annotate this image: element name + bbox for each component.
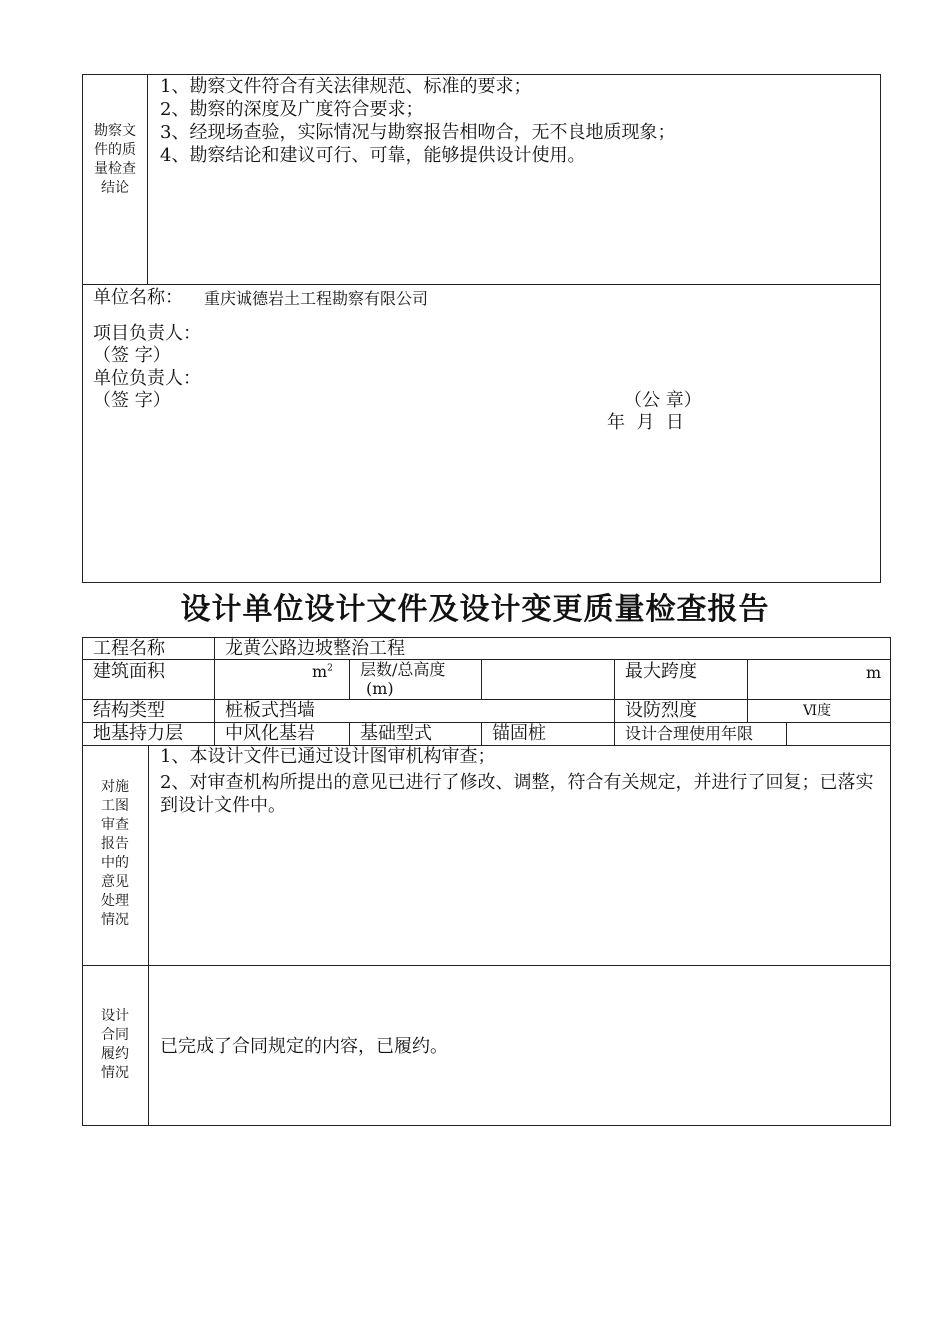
row-divider [82, 722, 891, 723]
column-divider [481, 722, 482, 745]
survey-conclusion-3: 3、经现场查验，实际情况与勘察报告相吻合，无不良地质现象； [160, 122, 676, 143]
column-divider [786, 722, 787, 745]
project-name-value: 龙黄公路边坡整治工程 [225, 638, 405, 659]
foundation-layer-value: 中风化基岩 [225, 723, 315, 744]
page-title: 设计单位设计文件及设计变更质量检查报告 [180, 592, 770, 627]
survey-table-column-divider [147, 74, 148, 285]
survey-conclusion-2: 2、勘察的深度及广度符合要求； [160, 99, 424, 120]
row-divider [82, 699, 891, 700]
row-divider [82, 659, 891, 660]
unit-lead-signature: （签 字） [93, 390, 171, 411]
survey-table-row-divider [82, 284, 881, 285]
area-unit: $m^2$ [312, 662, 333, 681]
floors-unit: (m) [366, 679, 394, 698]
contract-side-label: 设计合同履约情况 [101, 1008, 129, 1081]
structure-label: 结构类型 [93, 700, 165, 721]
unit-name-value: 重庆诚德岩土工程勘察有限公司 [204, 289, 429, 308]
unit-lead-label: 单位负责人： [93, 368, 201, 389]
survey-side-label: 勘察文件的质量检查结论 [94, 123, 136, 196]
survey-conclusion-4: 4、勘察结论和建议可行、可靠，能够提供设计使用。 [160, 145, 586, 166]
fortification-label: 设防烈度 [625, 700, 697, 721]
column-divider [349, 659, 350, 699]
column-divider [747, 659, 748, 722]
survey-conclusion-1: 1、勘察文件符合有关法律规范、标准的要求； [160, 76, 532, 97]
span-unit: m [866, 663, 882, 682]
service-life-label: 设计合理使用年限 [625, 724, 754, 743]
column-divider [614, 659, 615, 745]
span-label: 最大跨度 [625, 661, 697, 682]
column-divider [349, 722, 350, 745]
area-label: 建筑面积 [93, 661, 165, 682]
floors-label: 层数/总高度 [360, 660, 446, 679]
project-lead-label: 项目负责人： [93, 323, 201, 344]
date-line: 年 月 日 [607, 412, 684, 433]
official-seal: （公 章） [624, 390, 702, 411]
fortification-value: Ⅵ度 [803, 703, 832, 719]
review-side-label: 对施工图审查报告中的意见处理情况 [101, 779, 129, 928]
column-divider [148, 745, 149, 1126]
foundation-layer-label: 地基持力层 [93, 723, 183, 744]
foundation-type-value: 锚固桩 [492, 723, 546, 744]
project-lead-signature: （签 字） [93, 345, 171, 366]
review-item-2: 2、对审查机构所提出的意见已进行了修改、调整，符合有关规定，并进行了回复；已落实到设计文件中。 [160, 772, 874, 816]
row-divider [82, 965, 891, 966]
unit-name-label: 单位名称： [93, 287, 183, 308]
foundation-type-label: 基础型式 [360, 723, 432, 744]
contract-text: 已完成了合同规定的内容，已履约。 [160, 1036, 448, 1057]
project-name-label: 工程名称 [93, 638, 165, 659]
column-divider [214, 637, 215, 745]
review-item-1: 1、本设计文件已通过设计图审机构审查； [160, 746, 496, 767]
structure-value: 桩板式挡墙 [225, 700, 315, 721]
column-divider [481, 659, 482, 699]
